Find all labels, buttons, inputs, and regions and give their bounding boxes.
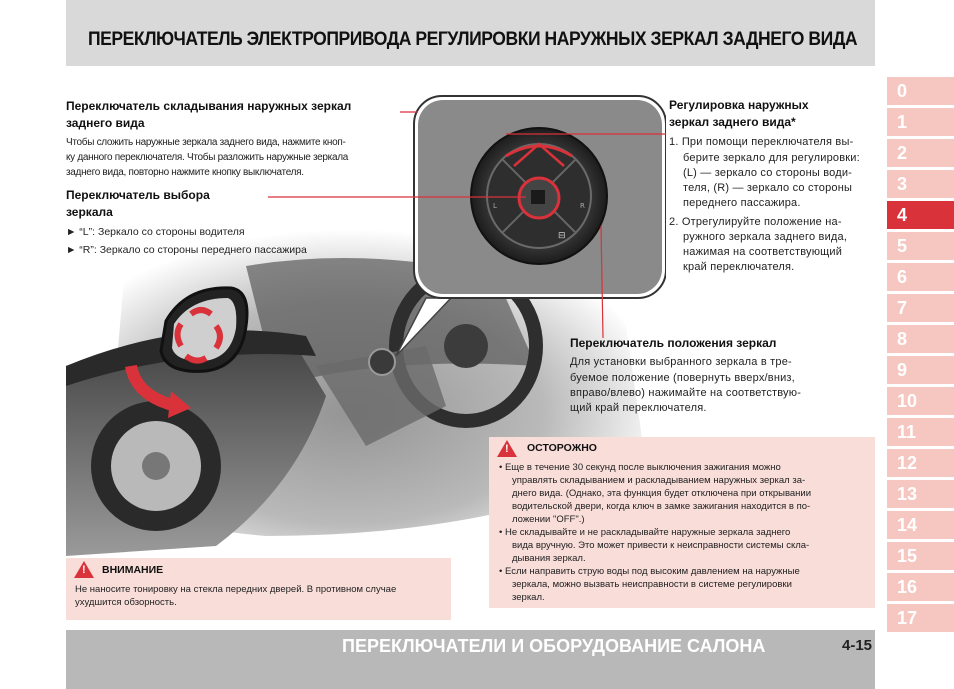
chapter-tab-active[interactable]: 4 [887, 201, 954, 229]
warning-icon: ! [497, 440, 517, 457]
chapter-tab[interactable]: 2 [887, 139, 954, 167]
svg-text:L: L [493, 202, 497, 210]
caution-line: • Если направить струю воды под высоким давлением на наружные [499, 566, 800, 577]
chapter-tab[interactable]: 3 [887, 170, 954, 198]
chapter-tab[interactable]: 1 [887, 108, 954, 136]
adjust-step-line: теля, (R) — зеркало со стороны [683, 182, 853, 194]
caution-line: вида вручную. Это может привести к неисправности системы скла- [512, 540, 810, 551]
page-footer [66, 630, 875, 689]
caution-title: ОСТОРОЖНО [527, 442, 597, 454]
position-text-line: буемое положение (повернуть вверх/вниз, [570, 372, 795, 384]
position-text-line: Для установки выбранного зеркала в тре- [570, 356, 792, 368]
warning-icon: ! [74, 561, 94, 578]
caution-line: управлять складыванием и раскладыванием наружных зеркал за- [512, 475, 806, 486]
adjust-step-line: переднего пассажира. [683, 197, 801, 209]
chapter-tab[interactable]: 9 [887, 356, 954, 384]
fold-switch-text-1: Чтобы сложить наружные зеркала заднего вида, нажмите кноп- [66, 137, 346, 148]
caution-line: водительской двери, когда ключ в замке зажигания находится в по- [512, 501, 811, 512]
caution-line: ложении "OFF".) [512, 514, 585, 525]
fold-switch-heading-1: Переключатель складывания наружных зеркал [66, 99, 352, 113]
attention-line: Не наносите тонировку на стекла передних дверей. В противном случае [75, 584, 397, 595]
page-number: 4-15 [842, 637, 873, 654]
adjust-step-line: берите зеркало для регулировки: [683, 152, 860, 164]
select-switch-heading-2: зеркала [66, 205, 113, 219]
fold-switch-text-3: заднего вида, повторно нажмите кнопку выключателя. [66, 167, 304, 178]
attention-box [66, 558, 451, 620]
adjust-step-line: 1. При помощи переключателя вы- [669, 136, 854, 148]
adjust-heading-1: Регулировка наружных [669, 98, 809, 112]
svg-text:⊟: ⊟ [558, 231, 566, 241]
chapter-tab[interactable]: 12 [887, 449, 954, 477]
caution-line: зеркала, можно вызвать неисправности в системе регулировки [512, 579, 792, 590]
caution-line: днего вида. (Однако, эта функция будет отключена при открывании [512, 488, 812, 499]
chapter-tab[interactable]: 14 [887, 511, 954, 539]
chapter-tab[interactable]: 15 [887, 542, 954, 570]
adjust-step-line: край переключателя. [683, 261, 795, 273]
adjust-step-line: 2. Отрегулируйте положение на- [669, 216, 842, 228]
chapter-tab[interactable]: 8 [887, 325, 954, 353]
select-switch-heading-1: Переключатель выбора [66, 188, 210, 202]
adjust-step-line: (L) — зеркало со стороны води- [683, 167, 853, 179]
position-switch-heading: Переключатель положения зеркал [570, 336, 777, 350]
chapter-tab[interactable]: 16 [887, 573, 954, 601]
chapter-tab[interactable]: 5 [887, 232, 954, 260]
adjust-step-line: нажимая на соответствующий [683, 246, 843, 258]
caution-line: • Еще в течение 30 секунд после выключения зажигания можно [499, 462, 781, 473]
chapter-tab[interactable]: 0 [887, 77, 954, 105]
position-text-line: вправо/влево) нажимайте на соответствую- [570, 387, 802, 399]
attention-line: ухудшится обзорность. [75, 597, 177, 608]
chapter-tab[interactable]: 17 [887, 604, 954, 632]
select-item-l: ► “L”: Зеркало со стороны водителя [66, 226, 245, 238]
adjust-step-line: ружного зеркала заднего вида, [683, 231, 848, 243]
fold-switch-text-2: ку данного переключателя. Чтобы разложить наружные зеркала [66, 152, 349, 163]
page-title: ПЕРЕКЛЮЧАТЕЛЬ ЭЛЕКТРОПРИВОДА РЕГУЛИРОВКИ НАРУЖНЫХ ЗЕРКАЛ ЗАДНЕГО ВИДА [88, 28, 858, 50]
section-title: ПЕРЕКЛЮЧАТЕЛИ И ОБОРУДОВАНИЕ САЛОНА [342, 636, 766, 656]
page-header [66, 0, 875, 66]
chapter-tab[interactable]: 7 [887, 294, 954, 322]
chapter-tab[interactable]: 11 [887, 418, 954, 446]
fold-switch-heading-2: заднего вида [66, 116, 145, 130]
caution-line: зеркал. [512, 592, 545, 603]
adjust-heading-2: зеркал заднего вида* [669, 115, 796, 129]
select-item-r: ► “R”: Зеркало со стороны переднего пассажира [66, 244, 307, 256]
chapter-tabs [887, 77, 954, 635]
chapter-tab[interactable]: 6 [887, 263, 954, 291]
caution-box [489, 437, 875, 608]
caution-line: дывания зеркал. [512, 553, 586, 564]
attention-title: ВНИМАНИЕ [102, 564, 164, 576]
chapter-tab[interactable]: 10 [887, 387, 954, 415]
position-text-line: щий край переключателя. [570, 402, 707, 414]
caution-line: • Не складывайте и не раскладывайте наружные зеркала заднего [499, 527, 791, 538]
chapter-tab[interactable]: 13 [887, 480, 954, 508]
svg-text:R: R [580, 202, 585, 210]
